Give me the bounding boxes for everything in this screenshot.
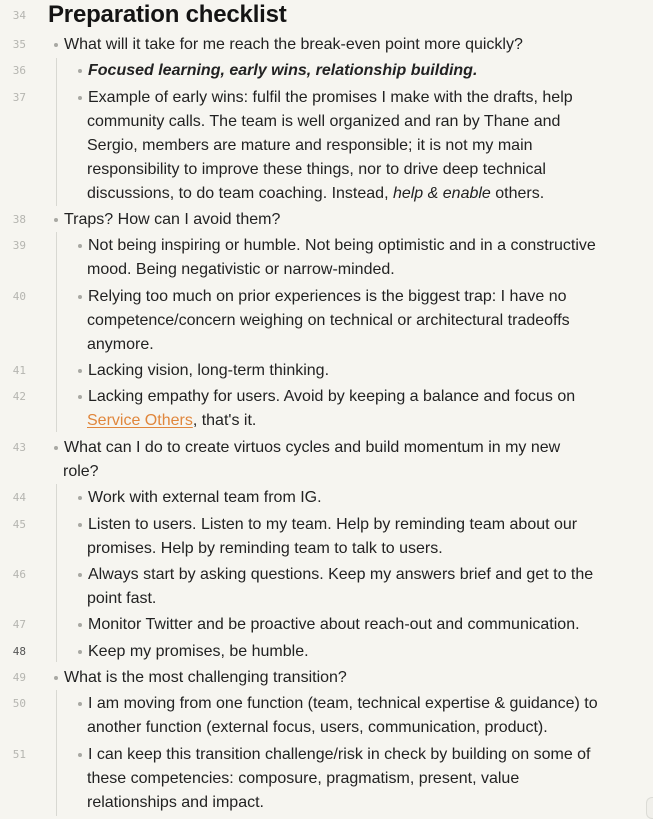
- line-number: 51: [12, 748, 26, 761]
- bullet-icon[interactable]: [78, 650, 82, 654]
- line-number: 37: [12, 91, 26, 104]
- page-title: Preparation checklist: [48, 1, 287, 28]
- text-row: mood. Being negativistic or narrow-minded.: [87, 261, 395, 278]
- text-row: Example of early wins: fulfil the promises I make with the drafts, help: [88, 89, 573, 106]
- text-row: competence/concern weighing on technical or architectural tradeoffs: [87, 312, 570, 329]
- line-number: 40: [12, 290, 26, 303]
- line-number: 41: [12, 364, 26, 377]
- indent-guide: [56, 690, 57, 816]
- bullet-icon[interactable]: [78, 702, 82, 706]
- bullet-icon[interactable]: [78, 523, 82, 527]
- line-number-current: 48: [12, 645, 26, 658]
- line-number: 38: [12, 213, 26, 226]
- text-row: Listen to users. Listen to my team. Help by reminding team about our: [88, 516, 578, 533]
- scrollbar-handle[interactable]: [646, 797, 653, 819]
- line-number: 39: [12, 239, 26, 252]
- text-row: promises. Help by reminding team to talk to users.: [87, 540, 443, 557]
- indent-guide: [56, 58, 57, 206]
- bullet-icon[interactable]: [54, 446, 58, 450]
- line-number: 47: [12, 618, 26, 631]
- bullet-icon[interactable]: [78, 295, 82, 299]
- indent-guide: [56, 484, 57, 662]
- page-link-service-others[interactable]: Service Others: [87, 412, 193, 429]
- list-item[interactable]: What is the most challenging transition?: [64, 669, 347, 686]
- text-row: Always start by asking questions. Keep my answers brief and get to the: [88, 566, 594, 583]
- text-row: [87, 182, 544, 206]
- bullet-icon[interactable]: [78, 753, 82, 757]
- list-item[interactable]: What will it take for me reach the break-even point more quickly?: [64, 36, 523, 53]
- list-item[interactable]: Lacking vision, long-term thinking.: [88, 362, 330, 379]
- emphasis-text: help & enable: [392, 185, 491, 202]
- bullet-icon[interactable]: [78, 395, 82, 399]
- text-row: another function (external focus, users, communication, product).: [87, 719, 548, 736]
- text-row: Relying too much on prior experiences is the biggest trap: I have no: [88, 288, 567, 305]
- bullet-icon[interactable]: [54, 676, 58, 680]
- text-run: others.: [490, 185, 545, 202]
- line-number: 44: [12, 491, 26, 504]
- list-item[interactable]: Keep my promises, be humble.: [88, 643, 309, 660]
- text-row: responsibility to improve these things, nor to drive deep technical: [87, 161, 546, 178]
- text-row: Not being inspiring or humble. Not being optimistic and in a constructive: [88, 237, 596, 254]
- bullet-icon[interactable]: [54, 43, 58, 47]
- bullet-icon[interactable]: [54, 218, 58, 222]
- text-row: I can keep this transition challenge/risk in check by building on some of: [88, 746, 591, 763]
- bullet-icon[interactable]: [78, 369, 82, 373]
- text-row: point fast.: [87, 590, 157, 607]
- indent-guide: [56, 232, 57, 432]
- line-number: 34: [12, 9, 26, 22]
- text-row: community calls. The team is well organized and ran by Thane and: [87, 113, 561, 130]
- line-number: 50: [12, 697, 26, 710]
- list-item[interactable]: Focused learning, early wins, relationship building.: [88, 62, 478, 79]
- bullet-icon[interactable]: [78, 69, 82, 73]
- line-number: 46: [12, 568, 26, 581]
- list-item[interactable]: Monitor Twitter and be proactive about reach-out and communication.: [88, 616, 580, 633]
- line-number: 36: [12, 64, 26, 77]
- bullet-icon[interactable]: [78, 96, 82, 100]
- text-run: , that's it.: [192, 412, 257, 429]
- bullet-icon[interactable]: [78, 244, 82, 248]
- line-number: 42: [12, 390, 26, 403]
- text-row: What can I do to create virtuos cycles and build momentum in my new: [64, 439, 561, 456]
- list-item[interactable]: Work with external team from IG.: [88, 489, 322, 506]
- text-row: Sergio, members are mature and responsible; it is not my main: [87, 137, 533, 154]
- text-run: discussions, to do team coaching. Instead,: [87, 185, 393, 202]
- text-row: Lacking empathy for users. Avoid by keeping a balance and focus on: [88, 388, 576, 405]
- bullet-icon[interactable]: [78, 623, 82, 627]
- bullet-icon[interactable]: [78, 496, 82, 500]
- line-number: 45: [12, 518, 26, 531]
- line-number: 35: [12, 38, 26, 51]
- text-row: I am moving from one function (team, technical expertise & guidance) to: [88, 695, 598, 712]
- line-number: 49: [12, 671, 26, 684]
- text-row: these competencies: composure, pragmatism, present, value: [87, 770, 520, 787]
- line-number: 43: [12, 441, 26, 454]
- text-row: role?: [63, 463, 99, 480]
- text-row: anymore.: [87, 336, 154, 353]
- text-row: [87, 409, 256, 433]
- list-item[interactable]: Traps? How can I avoid them?: [64, 211, 281, 228]
- text-row: relationships and impact.: [87, 794, 264, 811]
- bullet-icon[interactable]: [78, 573, 82, 577]
